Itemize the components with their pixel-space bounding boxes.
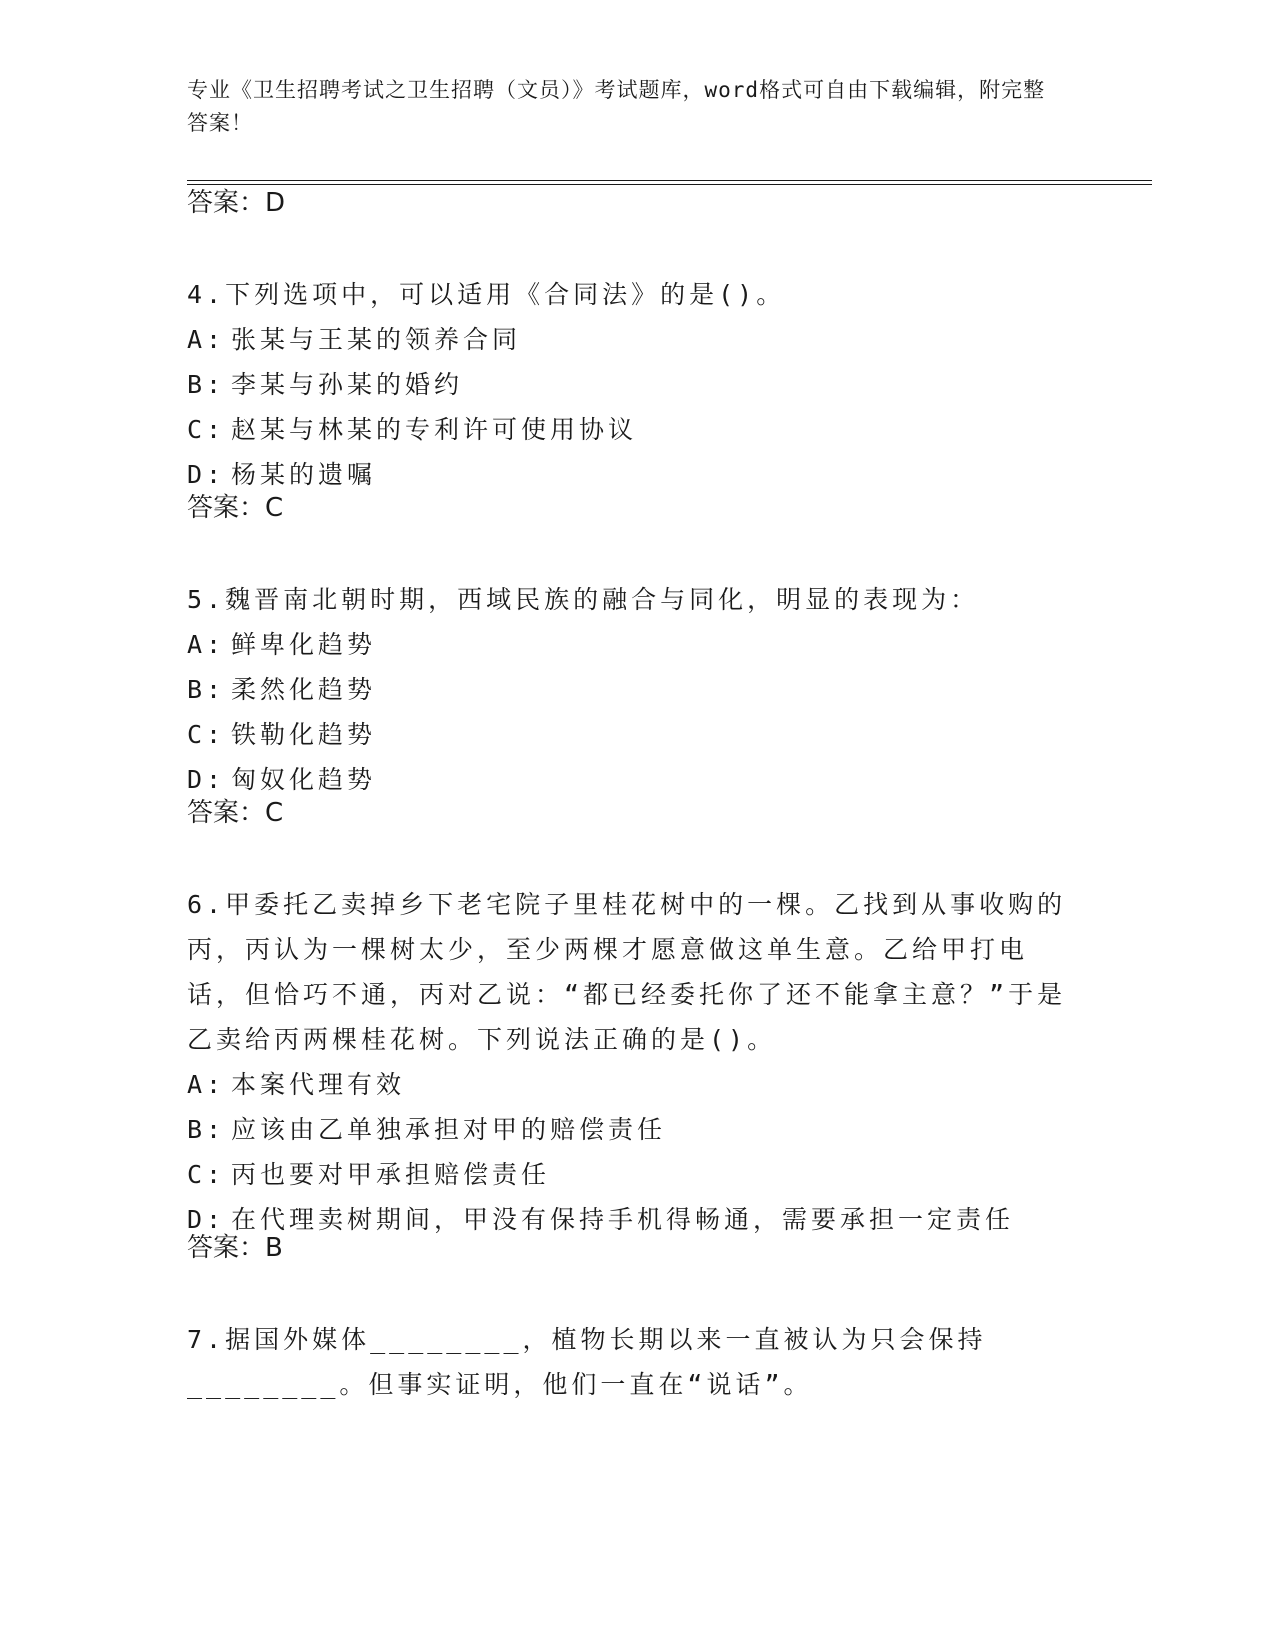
header-divider-top <box>187 180 1152 181</box>
answer-value: D <box>265 188 286 218</box>
answer-value: C <box>265 493 284 523</box>
option-c: C: 丙也要对甲承担赔偿责任 <box>187 1160 551 1189</box>
option-b: B: 李某与孙某的婚约 <box>187 370 464 399</box>
option-b: B: 柔然化趋势 <box>187 675 377 704</box>
option-c: C: 赵某与林某的专利许可使用协议 <box>187 415 638 444</box>
question-stem: 7.据国外媒体________，植物长期以来一直被认为只会保持________。但事实证明，他们一直在“说话”。 <box>187 1325 987 1399</box>
answer-label: 答案： <box>187 798 266 828</box>
question-block <box>187 577 1067 802</box>
document-header: 专业《卫生招聘考试之卫生招聘（文员）》考试题库，word格式可自由下载编辑，附完整答案！ <box>187 78 1046 135</box>
answer-label: 答案： <box>187 188 266 218</box>
question-block <box>187 1317 1067 1407</box>
question-block <box>187 882 1067 1242</box>
option-d: D: 杨某的遗嘱 <box>187 460 377 489</box>
answer-line <box>187 491 283 525</box>
answer-line <box>187 186 285 220</box>
answer-label: 答案： <box>187 1233 266 1263</box>
option-a: A: 张某与王某的领养合同 <box>187 325 522 354</box>
option-a: A: 鲜卑化趋势 <box>187 630 377 659</box>
question-block <box>187 272 1067 497</box>
answer-value: C <box>265 798 284 828</box>
answer-value: B <box>265 1233 283 1263</box>
option-d: D: 在代理卖树期间，甲没有保持手机得畅通，需要承担一定责任 <box>187 1205 1015 1234</box>
answer-line <box>187 1231 283 1265</box>
answer-label: 答案： <box>187 493 266 523</box>
option-a: A: 本案代理有效 <box>187 1070 406 1099</box>
option-d: D: 匈奴化趋势 <box>187 765 377 794</box>
option-b: B: 应该由乙单独承担对甲的赔偿责任 <box>187 1115 667 1144</box>
header-divider-bottom <box>187 184 1152 185</box>
question-stem: 5.魏晋南北朝时期，西域民族的融合与同化，明显的表现为： <box>187 585 980 614</box>
answer-line <box>187 796 283 830</box>
question-stem: 6.甲委托乙卖掉乡下老宅院子里桂花树中的一棵。乙找到从事收购的丙，丙认为一棵树太少，至少两棵才愿意做这单生意。乙给甲打电话，但恰巧不通，丙对乙说：“都已经委托你了还不能拿主意？”于是乙卖给丙两棵桂花树。下列说法正确的是()。 <box>187 890 1067 1054</box>
question-stem: 4.下列选项中，可以适用《合同法》的是()。 <box>187 280 786 309</box>
option-c: C: 铁勒化趋势 <box>187 720 377 749</box>
